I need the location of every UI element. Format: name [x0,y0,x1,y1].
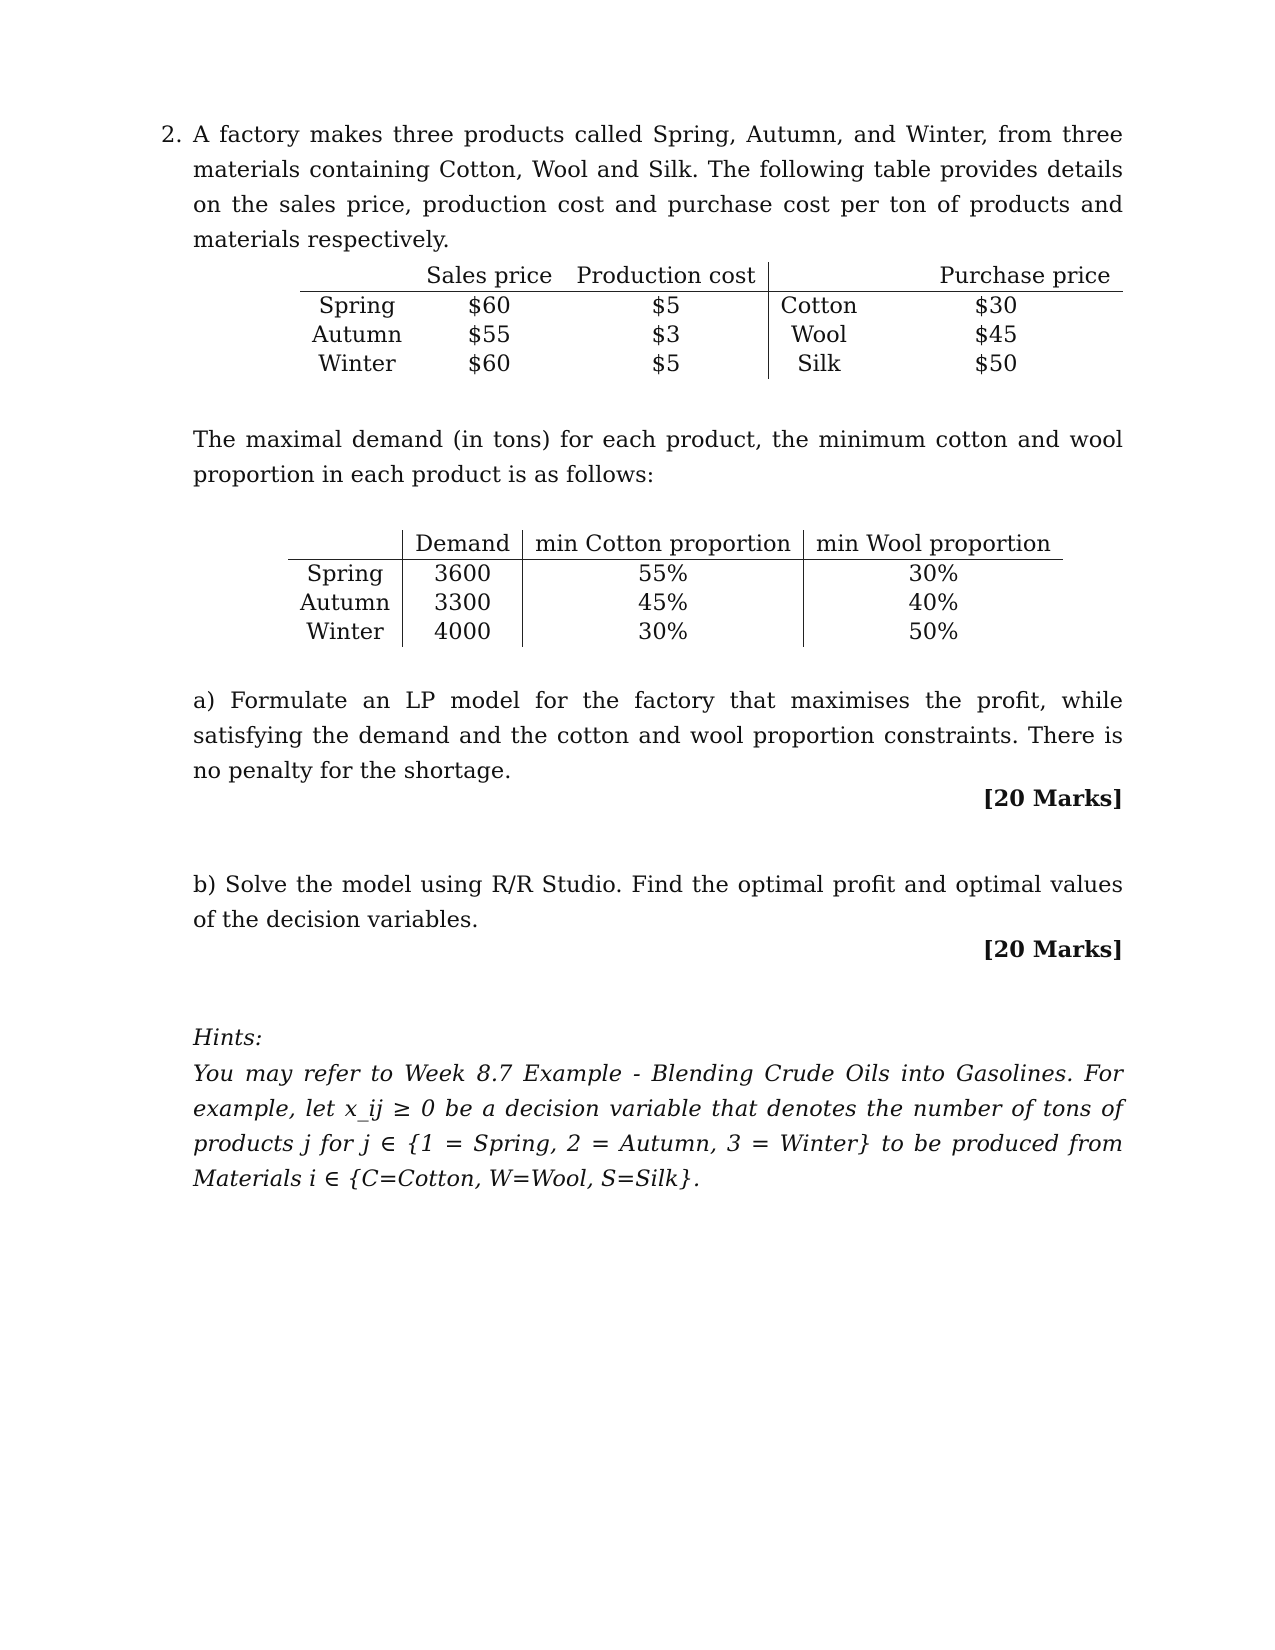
hints-body: You may refer to Week 8.7 Example - Blending Crude Oils into Gasolines. For example, let x_ij ≥ 0 be a decision variable that denotes the number of tons of products j for j ∈ {1 = Spring, 2 = Autumn, 3 = Winter} to be produced from Materials i ∈ {C=Cotton, W=Wool, S=Silk}. [193,1061,1123,1192]
material-name: Cotton [780,293,858,319]
table-header-row [288,530,1063,560]
product-name: Autumn [288,589,403,618]
min-cotton-value: 45% [523,589,804,618]
header-min-wool: min Wool proportion [804,530,1063,560]
product-name: Spring [318,293,396,319]
production-cost: $5 [564,350,768,379]
min-wool-value: 50% [908,619,959,645]
demand-proportion-table [288,530,1063,647]
product-name: Winter [318,351,396,377]
part-a-text: a) Formulate an LP model for the factory that maximises the profit, while satisfying the demand and the cotton and wool proportion constraints. There is no penalty for the shortage. [193,688,1123,784]
header-production-cost: Production cost [564,262,768,292]
price-cost-table [300,262,1123,379]
table-row [288,618,1063,647]
min-cotton-value: 30% [523,618,804,647]
table-header-row [300,262,1123,292]
sales-price: $60 [467,293,511,319]
header-material-blank [768,262,869,292]
demand-intro: The maximal demand (in tons) for each product, the minimum cotton and wool proportion in each product is as follows: [193,427,1123,488]
hints-title: Hints: [193,1025,263,1051]
material-name: Silk [797,351,841,377]
material-name: Wool [791,322,847,348]
purchase-price: $30 [974,293,1018,319]
sales-price: $55 [467,322,511,348]
sales-price: $60 [467,351,511,377]
demand-value: 3300 [403,589,523,618]
question-number: 2. [161,122,183,148]
part-a-marks: [20 Marks] [982,786,1123,812]
production-cost: $5 [564,292,768,322]
part-b-text: b) Solve the model using R/R Studio. Find the optimal profit and optimal values of the decision variables. [193,872,1123,933]
header-purchase-price: Purchase price [869,262,1122,292]
question-intro [161,118,1123,258]
production-cost: $3 [564,321,768,350]
header-min-cotton: min Cotton proportion [523,530,804,560]
question-intro-text: A factory makes three products called Spring, Autumn, and Winter, from three materials containing Cotton, Wool and Silk. The following table provides details on the sales price, production cost and purchase cost per ton of products and materials respectively. [193,122,1123,253]
table-row [300,350,1123,379]
header-sales-price: Sales price [414,262,564,292]
purchase-price: $45 [974,322,1018,348]
min-wool-value: 40% [908,590,959,616]
header-blank [300,262,414,292]
purchase-price: $50 [974,351,1018,377]
header-demand: Demand [403,530,523,560]
header-blank [288,530,403,560]
part-b-marks: [20 Marks] [982,937,1123,963]
product-name: Autumn [312,322,403,348]
table-row [288,589,1063,618]
table-row [288,560,1063,590]
demand-value: 4000 [403,618,523,647]
demand-value: 3600 [403,560,523,590]
min-wool-value: 30% [908,561,959,587]
product-name: Winter [288,618,403,647]
product-name: Spring [288,560,403,590]
table-row [300,292,1123,322]
table-row [300,321,1123,350]
min-cotton-value: 55% [523,560,804,590]
